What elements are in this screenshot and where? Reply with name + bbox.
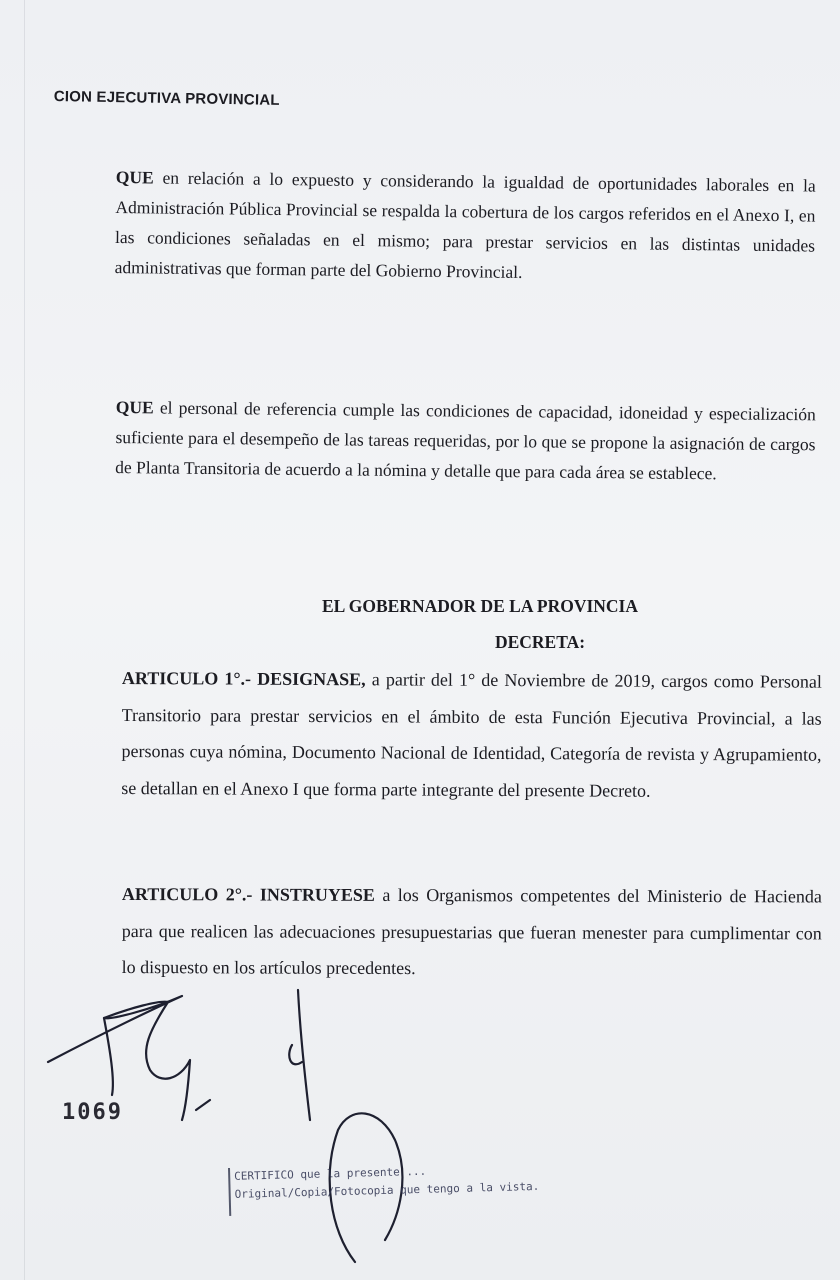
article-text: a partir del 1° de Noviembre de 2019, cargos como Personal Transitorio para prestar servicios en el ámbito de esta Función Ejecutiva Provincial, a las personas cuya nómina, Documento Nacional de Identidad, Categoría de revista y Agrupamiento, se detallan en el Anexo I que forma parte integrante del presente Decreto. <box>121 669 822 801</box>
article-lead: ARTICULO 1°.- DESIGNASE, <box>121 667 366 690</box>
signature-right <box>289 990 310 1120</box>
decree-number: 1069 <box>62 1100 123 1125</box>
paragraph-lead: QUE <box>115 166 154 188</box>
stamp-line-2: Original/Copia/Fotocopia que tengo a la vista. <box>234 1179 540 1201</box>
document-header: CION EJECUTIVA PROVINCIAL <box>53 88 280 109</box>
stamp-line-1: CERTIFICO que la presente ... <box>234 1164 427 1183</box>
article-text: a los Organismos competentes del Ministerio de Hacienda para que realicen las adecuaciones presupuestarias que fueran menester para cumplimentar con lo dispuesto en los artículos precedentes. <box>121 884 822 979</box>
decree-title: DECRETA: <box>494 632 586 652</box>
certification-stamp <box>228 1158 605 1216</box>
article-lead: ARTICULO 2°.- INSTRUYESE <box>121 883 375 905</box>
paragraph-text: en relación a lo expuesto y considerando la igualdad de oportunidades laborales en la Administración Pública Provincial se respalda la cobertura de los cargos referidos en el Anexo I, en las condiciones señaladas en el mismo; para prestar servicios en las distintas unidades administrativas que forman parte del Gobierno Provincial. <box>114 167 816 282</box>
paragraph-lead: QUE <box>115 396 154 418</box>
governor-title: EL GOBERNADOR DE LA PROVINCIA <box>321 596 639 616</box>
paragraph-text: el personal de referencia cumple las condiciones de capacidad, idoneidad y especialización suficiente para el desempeño de las tareas requeridas, por lo que se propone la asignación de cargos de Planta Transitoria de acuerdo a la nómina y detalle que para cada área se establece. <box>115 397 816 484</box>
